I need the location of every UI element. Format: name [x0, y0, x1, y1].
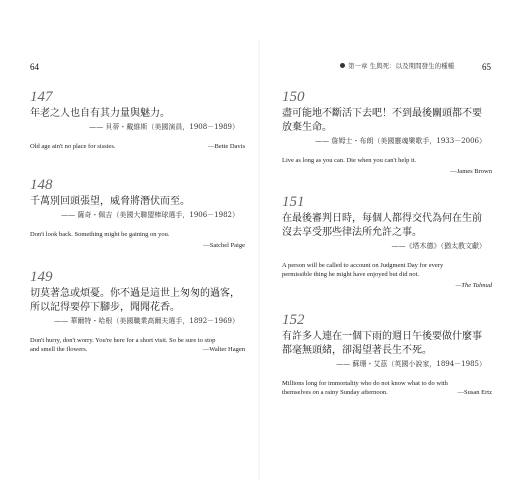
quote-english-author: —James Brown — [450, 168, 492, 175]
quote-chinese-line-1: 在最後審判日時，每個人都得交代為何在生前 — [282, 213, 482, 224]
quote-english-author: —Susan Ertz — [457, 389, 492, 396]
quote-entry-150 — [282, 90, 492, 176]
quote-english: Old age ain't no place for sissies. — [30, 143, 116, 150]
quote-entry-151 — [282, 195, 492, 290]
quote-attribution: —— 貝蒂・戴維斯（美國演員，1908－1989） — [89, 123, 239, 131]
quote-english-row — [30, 345, 245, 354]
quote-english-line-2: themselves on a rainy Sunday afternoon. — [282, 389, 388, 396]
quote-english-row — [282, 388, 492, 397]
quote-entry-148 — [30, 178, 245, 250]
quote-chinese-line-2: 都毫無頭緒，卻渴望著長生不死。 — [282, 345, 432, 356]
quote-number: 148 — [30, 177, 53, 193]
quote-english-line-1: Don't hurry, don't worry. You're here for a short visit. So be sure to stop — [30, 337, 216, 344]
running-header-text: 第一章 生與死：以及期間發生的種種 — [348, 62, 455, 70]
quote-number: 152 — [282, 312, 305, 328]
quote-english: Don't look back. Something might be gaining on you. — [30, 231, 170, 238]
quote-english-line-1: Millions long for immortality who do not know what to do with — [282, 380, 448, 387]
quote-number: 149 — [30, 269, 53, 285]
quote-english-author: —Satchel Paige — [203, 242, 245, 249]
quote-entry-147 — [30, 90, 245, 151]
quote-chinese-line-1: 有許多人連在一個下雨的週日午後要做什麼事 — [282, 331, 482, 342]
quote-english-author: —Walter Hagen — [202, 346, 245, 353]
quote-chinese-line-1: 切莫著急或煩憂。你不過是這世上匆匆的過客， — [30, 288, 240, 299]
quote-chinese-line-2: 所以記得要停下腳步，聞聞花香。 — [30, 302, 180, 313]
quote-attribution: —— 薩奇・佩吉（美國大聯盟棒球選手，1906－1982） — [61, 211, 239, 219]
quote-number: 151 — [282, 194, 305, 210]
quote-attribution: —— 蘇珊・艾茲（英國小說家，1894－1985） — [336, 360, 486, 368]
running-header — [340, 61, 480, 70]
quote-attribution: —— 詹姆士・布朗（美國靈魂樂歌手，1933－2006） — [315, 137, 486, 145]
page-number-right: 65 — [482, 62, 491, 72]
quote-attribution: ——《塔木德》（猶太教文獻） — [391, 242, 486, 250]
quote-chinese-line-2: 沒去享受那些律法所允許之事。 — [282, 227, 422, 238]
quote-chinese-line-1: 盡可能地不斷活下去吧！不到最後關頭都不要 — [282, 108, 482, 119]
quote-entry-152 — [282, 313, 492, 397]
book-gutter — [258, 40, 260, 480]
quote-number: 150 — [282, 89, 305, 105]
bullet-icon — [340, 63, 345, 68]
quote-attribution: —— 華爾特・哈根（美國職業高爾夫選手，1892－1969） — [54, 317, 239, 325]
quote-english-author: —Bette Davis — [207, 143, 245, 150]
quote-english-line-2: and smell the flowers. — [30, 346, 88, 353]
quote-english-author: —The Talmud — [455, 282, 492, 289]
quote-english-row — [30, 142, 245, 151]
quote-chinese-line-2: 放棄生命。 — [282, 122, 332, 133]
quote-english: Live as long as you can. Die when you can't help it. — [282, 157, 417, 164]
quote-english-line-1: A person will be called to account on Judgment Day for every — [282, 262, 444, 269]
quote-number: 147 — [30, 89, 53, 105]
quote-chinese: 千萬別回頭張望，威脅將潛伏而至。 — [30, 196, 190, 207]
page-number-left: 64 — [30, 62, 39, 72]
quote-entry-149 — [30, 270, 245, 354]
quote-english-line-2: permissible thing he might have enjoyed but did not. — [282, 271, 420, 278]
quote-chinese: 年老之人也自有其力量與魅力。 — [30, 108, 170, 119]
